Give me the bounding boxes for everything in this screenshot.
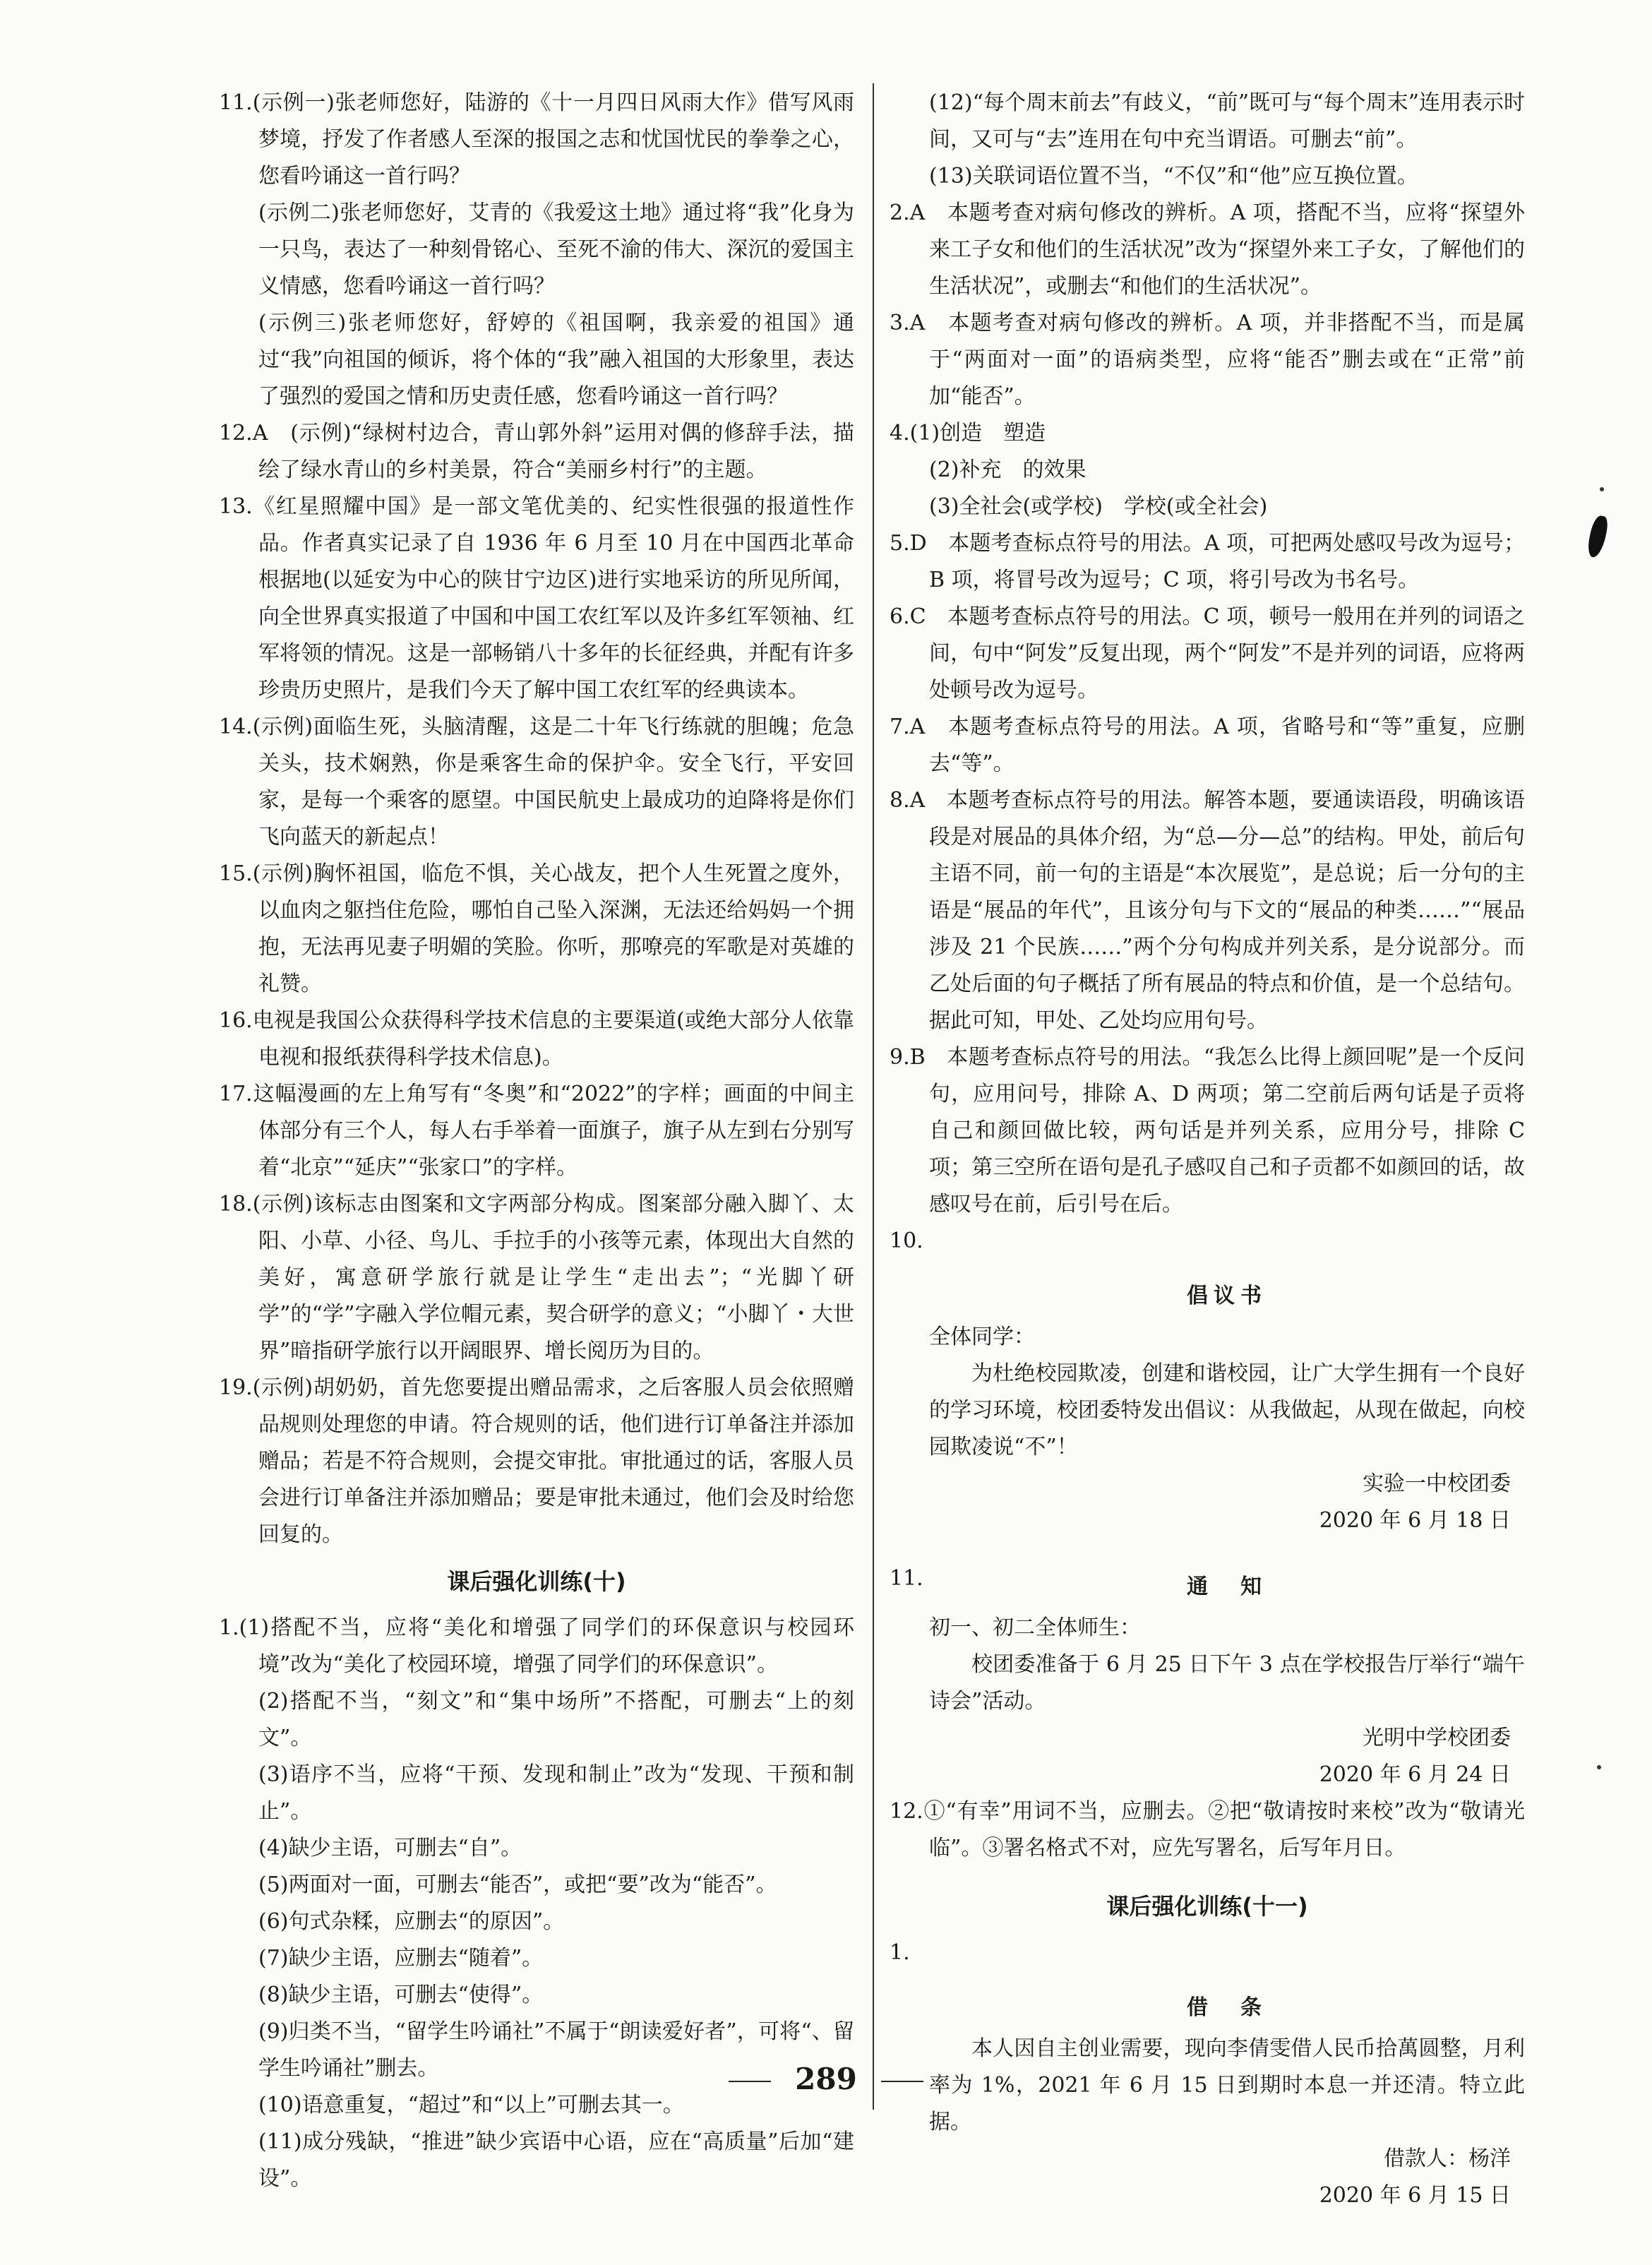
proposal-body: 为杜绝校园欺凌，创建和谐校园，让广大学生拥有一个良好的学习环境，校团委特发出倡议：从我做起，从现在做起，向校园欺凌说“不”！ [929,1361,1525,1459]
section-title-10: 课后强化训练(十) [447,1568,626,1595]
s10-answer-1-6: (6)句式杂糅，应删去“的原因”。 [258,1909,565,1934]
right-column [890,85,1525,2214]
s10-answer-4-3: (3)全社会(或学校) 学校(或全社会) [929,494,1268,519]
proposal-salutation: 全体同学： [929,1325,1035,1349]
s10-answer-1-7: (7)缺少主语，应删去“随着”。 [258,1946,544,1971]
iou-signer: 借款人：杨洋 [1384,2146,1511,2171]
s10-answer-6: 6.C 本题考查标点符号的用法。C 项，顿号一般用在并列的词语之间，句中“阿发”反复出现，两个“阿发”不是并列的词语，应将两处顿号改为逗号。 [890,604,1525,703]
iou-body: 本人因自主创业需要，现向李倩雯借人民币拾萬圆整，月利率为 1%，2021 年 6 月 15 日到期时本息一并还清。特立此据。 [929,2036,1525,2134]
answer-11-example-1: 11.(示例一)张老师您好，陆游的《十一月四日风雨大作》借写风雨梦境，抒发了作者感人至深的报国之志和忧国忧民的拳拳之心，您看吟诵这一首行吗？ [219,90,854,189]
s10-answer-1-4: (4)缺少主语，可删去“自”。 [258,1836,522,1860]
answer-19: 19.(示例)胡奶奶，首先您要提出赠品需求，之后客服人员会依照赠品规则处理您的申请。符合规则的话，他们进行订单备注并添加赠品；若是不符合规则，会提交审批。审批通过的话，客服人员会进行订单备注并添加赠品；要是审批未通过，他们会及时给您回复的。 [219,1375,854,1547]
notice-title: 通 知 [1187,1574,1267,1599]
ink-speck [1600,487,1604,491]
answer-14: 14.(示例)面临生死，头脑清醒，这是二十年飞行练就的胆魄；危急关头，技术娴熟，你是乘客生命的保护伞。安全飞行，平安回家，是每一个乘客的愿望。中国民航史上最成功的迫降将是你们飞向蓝天的新起点！ [219,715,854,849]
s10-answer-1-13: (13)关联词语位置不当，“不仅”和“他”应互换位置。 [929,164,1418,189]
s11-answer-1-number: 1. [890,1940,910,1965]
s10-answer-1-3: (3)语序不当，应将“干预、发现和制止”改为“发现、干预和制止”。 [258,1762,854,1824]
answer-16: 16.电视是我国公众获得科学技术信息的主要渠道(或绝大部分人依靠电视和报纸获得科学技术信息)。 [219,1008,854,1070]
iou-date: 2020 年 6 月 15 日 [1319,2183,1511,2208]
iou-note [890,1990,1525,2214]
s10-answer-2: 2.A 本题考查对病句修改的辨析。A 项，搭配不当，应将“探望外来工子女和他们的生活状况”改为“探望外来工子女，了解他们的生活状况”，或删去“和他们的生活状况”。 [890,201,1525,299]
s10-answer-1-8: (8)缺少主语，可删去“使得”。 [258,1983,544,2007]
proposal-signer: 实验一中校团委 [1363,1471,1511,1496]
section-title-11: 课后强化训练(十一) [1106,1893,1308,1920]
s10-answer-1-11: (11)成分残缺，“推进”缺少宾语中心语，应在“高质量”后加“建设”。 [258,2129,854,2191]
s10-answer-9: 9.B 本题考查标点符号的用法。“我怎么比得上颜回呢”是一个反问句，应用问号，排除 A、D 两项；第二空前后两句话是子贡将自己和颜回做比较，两句话是并列关系，应用分号，排除 C 项；第三空所在语句是孔子感叹自己和子贡都不如颜回的话，故感叹号在前，后引号在后。 [890,1045,1525,1217]
s10-answer-11-number: 11. [890,1566,923,1591]
answer-17: 17.这幅漫画的左上角写有“冬奥”和“2022”的字样；画面的中间主体部分有三个人，每人右手举着一面旗子，旗子从左到右分别写着“北京”“延庆”“张家口”的字样。 [219,1082,854,1180]
s10-answer-5: 5.D 本题考查标点符号的用法。A 项，可把两处感叹号改为逗号；B 项，将冒号改为逗号；C 项，将引号改为书名号。 [890,531,1525,592]
proposal-date: 2020 年 6 月 18 日 [1319,1508,1511,1533]
iou-title: 借 条 [1187,1995,1267,2020]
answer-13: 13.《红星照耀中国》是一部文笔优美的、纪实性很强的报道性作品。作者真实记录了自 1936 年 6 月至 10 月在中国西北革命根据地(以延安为中心的陕甘宁边区)进行实地采访的所见所闻，向全世界真实报道了中国和中国工农红军以及许多红军领袖、红军将领的情况。这是一部畅销八十多年的长征经典，并配有许多珍贵历史照片，是我们今天了解中国工农红军的经典读本。 [219,494,854,703]
s10-answer-1-9: (9)归类不当，“留学生吟诵社”不属于“朗读爱好者”，可将“、留学生吟诵社”删去。 [258,2019,854,2081]
notice-salutation: 初一、初二全体师生： [929,1615,1141,1640]
notice-body: 校团委准备于 6 月 25 日下午 3 点在学校报告厅举行“端午诗会”活动。 [929,1652,1525,1714]
s10-answer-8: 8.A 本题考查标点符号的用法。解答本题，要通读语段，明确该语段是对展品的具体介绍，为“总—分—总”的结构。甲处，前后句主语不同，前一句的主语是“本次展览”，是总说；后一分句的主语是“展品的年代”，且该分句与下文的“展品的种类……”“展品涉及 21 个民族……”两个分句构成并列关系，是分说部分。而乙处后面的句子概括了所有展品的特点和价值，是一个总结句。据此可知，甲处、乙处均应用句号。 [890,788,1525,1033]
s10-answer-1-5: (5)两面对一面，可删去“能否”，或把“要”改为“能否”。 [258,1872,777,1897]
s10-answer-4-2: (2)补充 的效果 [929,458,1087,482]
s10-answer-10-number: 10. [890,1229,923,1253]
notice-date: 2020 年 6 月 24 日 [1319,1762,1511,1787]
s10-answer-12: 12.①“有幸”用词不当，应删去。②把“敬请按时来校”改为“敬请光临”。③署名格式不对，应先写署名，后写年月日。 [890,1799,1525,1860]
page-number [0,2062,1652,2096]
answer-18: 18.(示例)该标志由图案和文字两部分构成。图案部分融入脚丫、太阳、小草、小径、鸟儿、手拉手的小孩等元素，体现出大自然的美好，寓意研学旅行就是让学生“走出去”；“光脚丫研学”的“学”字融入学位帽元素，契合研学的意义；“小脚丫・大世界”暗指研学旅行以开阔眼界、增长阅历为目的。 [219,1192,854,1363]
notice-document [890,1569,1525,1793]
s10-answer-1-10: (10)语意重复，“超过”和“以上”可删去其一。 [258,2093,684,2117]
s10-answer-4-1: 4.(1)创造 塑造 [890,421,1046,446]
ink-speck [1597,1765,1601,1769]
answer-11-example-2: (示例二)张老师您好，艾青的《我爱这土地》通过将“我”化身为一只鸟，表达了一种刻骨铭心、至死不渝的伟大、深沉的爱国主义情感，您看吟诵这一首行吗？ [258,201,854,299]
ink-blot [1586,514,1610,558]
s10-answer-1-12: (12)“每个周末前去”有歧义，“前”既可与“每个周末”连用表示时间，又可与“去”连用在句中充当谓语。可删去“前”。 [929,90,1525,152]
answer-11-example-3: (示例三)张老师您好，舒婷的《祖国啊，我亲爱的祖国》通过“我”向祖国的倾诉，将个体的“我”融入祖国的大形象里，表达了强烈的爱国之情和历史责任感，您看吟诵这一首行吗？ [258,311,854,409]
s10-answer-7: 7.A 本题考查标点符号的用法。A 项，省略号和“等”重复，应删去“等”。 [890,715,1525,776]
proposal-letter [890,1278,1525,1539]
notice-signer: 光明中学校团委 [1363,1726,1511,1750]
proposal-title: 倡议书 [1187,1284,1267,1308]
s10-answer-1-2: (2)搭配不当，“刻文”和“集中场所”不搭配，可删去“上的刻文”。 [258,1689,854,1750]
s10-answer-3: 3.A 本题考查对病句修改的辨析。A 项，并非搭配不当，而是属于“两面对一面”的语病类型，应将“能否”删去或在“正常”前加“能否”。 [890,311,1525,409]
answer-15: 15.(示例)胸怀祖国，临危不惧，关心战友，把个人生死置之度外，以血肉之躯挡住危险，哪怕自己坠入深渊，无法还给妈妈一个拥抱，无法再见妻子明媚的笑脸。你听，那嘹亮的军歌是对英雄的礼赞。 [219,861,854,996]
page-number-value: 289 [795,2062,857,2096]
column-divider [873,83,874,2110]
left-column [219,85,854,2197]
answer-12: 12.A (示例)“绿树村边合，青山郭外斜”运用对偶的修辞手法，描绘了绿水青山的乡村美景，符合“美丽乡村行”的主题。 [219,421,854,482]
s10-answer-1-1: 1.(1)搭配不当，应将“美化和增强了同学们的环保意识与校园环境”改为“美化了校园环境，增强了同学们的环保意识”。 [219,1615,854,1677]
